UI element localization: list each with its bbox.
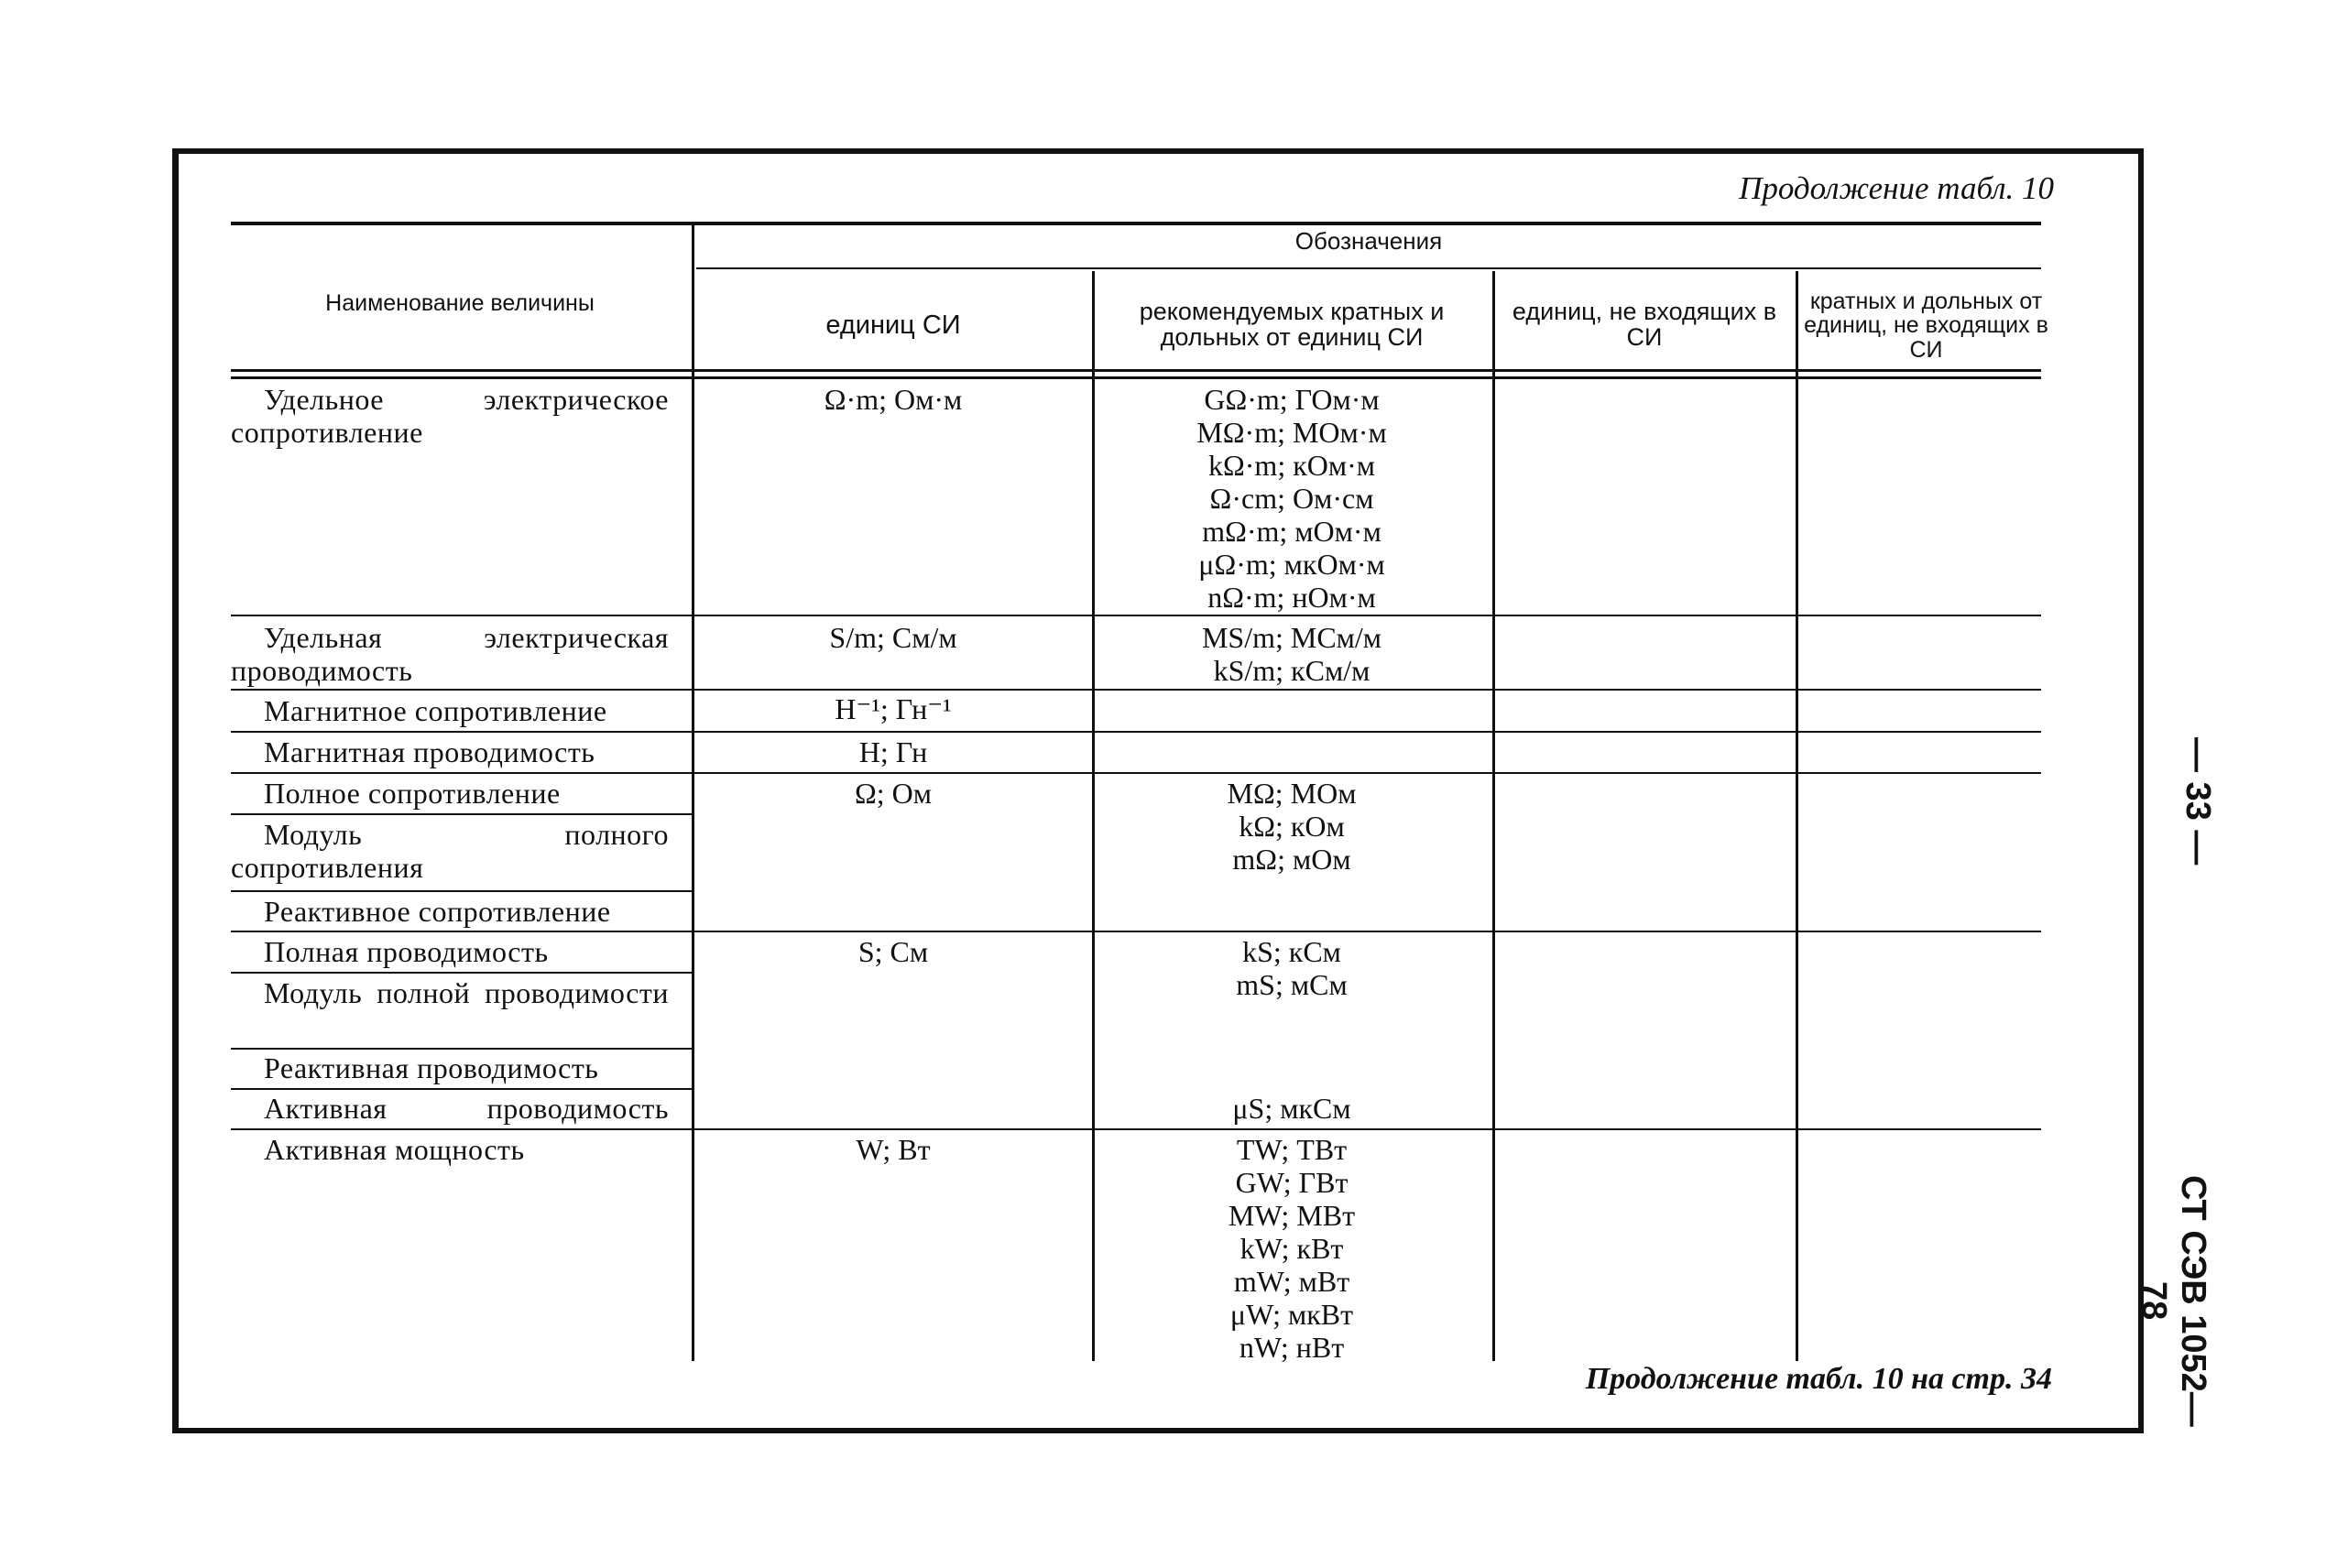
row-name: Активная проводимость — [264, 1092, 669, 1125]
row-name: Магнитная проводимость — [264, 735, 595, 768]
row-rule — [231, 1128, 2041, 1130]
row-rule — [231, 615, 2041, 616]
row-si: S/m; См/м — [829, 621, 957, 654]
row-si: Ω; Ом — [854, 777, 933, 810]
row-name: Магнитное сопротивление — [264, 694, 607, 727]
header-name: Наименование величины — [325, 290, 595, 316]
header-designations: Обозначения — [1294, 227, 1443, 255]
col-divider-3 — [1492, 271, 1495, 1361]
header-si: единиц СИ — [825, 310, 961, 340]
row-rule — [231, 772, 2041, 774]
row-recommended: TW; ТВт GW; ГВт MW; МВт kW; кВт mW; мВт μW; мкВт nW; нВт — [1228, 1133, 1356, 1364]
row-name: Полное сопротивление — [264, 777, 561, 810]
col-divider-1 — [692, 225, 694, 1361]
header-non-si: единиц, не входящих в СИ — [1512, 298, 1777, 352]
row-si: H⁻¹; Гн⁻¹ — [835, 692, 952, 725]
page-number: — 33 — — [2179, 737, 2217, 866]
row-name: Реактивное сопротивление — [264, 895, 611, 928]
row-name: Модуль полного сопротивления — [231, 818, 669, 884]
name-rule — [231, 972, 692, 974]
continuation-top: Продолжение табл. 10 — [1739, 170, 2054, 206]
row-name: Полная проводимость — [264, 935, 549, 968]
row-recommended: MΩ; МОм kΩ; кОм mΩ; мОм — [1227, 777, 1357, 876]
name-rule — [231, 890, 692, 892]
row-rule — [231, 931, 2041, 932]
row-si: W; Вт — [856, 1133, 931, 1166]
row-rule — [231, 689, 2041, 691]
header-bottom-rule-1 — [231, 369, 2041, 372]
row-si: S; См — [857, 935, 929, 968]
row-rule — [231, 731, 2041, 733]
standard-label: СТ СЭВ 1052—78 — [2135, 1174, 2212, 1427]
row-name: Реактивная проводимость — [264, 1051, 599, 1084]
row-si: Ω·m; Ом·м — [824, 383, 963, 416]
row-recommended: GΩ·m; ГОм·м MΩ·m; МОм·м kΩ·m; кОм·м Ω·cm; Ом·см mΩ·m; мОм·м μΩ·m; мкОм·м nΩ·m; нОм·м — [1196, 383, 1387, 614]
name-rule — [231, 1088, 692, 1090]
name-rule — [231, 813, 692, 815]
header-top-rule — [231, 222, 2041, 225]
row-name: Удельное электрическое сопротивление — [231, 383, 669, 449]
header-recommended: рекомендуемых кратных и дольных от единиц СИ — [1139, 298, 1445, 352]
row-name: Удельная электрическая проводимость — [231, 621, 669, 687]
col-divider-4 — [1796, 271, 1798, 1361]
name-rule — [231, 1048, 692, 1050]
row-name: Активная мощность — [264, 1133, 525, 1166]
header-non-si-multiples: кратных и дольных от единиц, не входящих в СИ — [1804, 289, 2048, 363]
designations-rule — [696, 267, 2041, 269]
continuation-bottom: Продолжение табл. 10 на стр. 34 — [1585, 1362, 2052, 1396]
row-name: Модуль полной проводимости — [264, 976, 669, 1009]
row-si: H; Гн — [858, 735, 928, 768]
row-recommended: MS/m; МСм/м kS/m; кСм/м — [1201, 621, 1382, 687]
row-recommended: kS; кСм mS; мСм — [1236, 935, 1348, 1001]
header-bottom-rule-2 — [231, 376, 2041, 379]
row-recommended: μS; мкСм — [1232, 1092, 1351, 1125]
